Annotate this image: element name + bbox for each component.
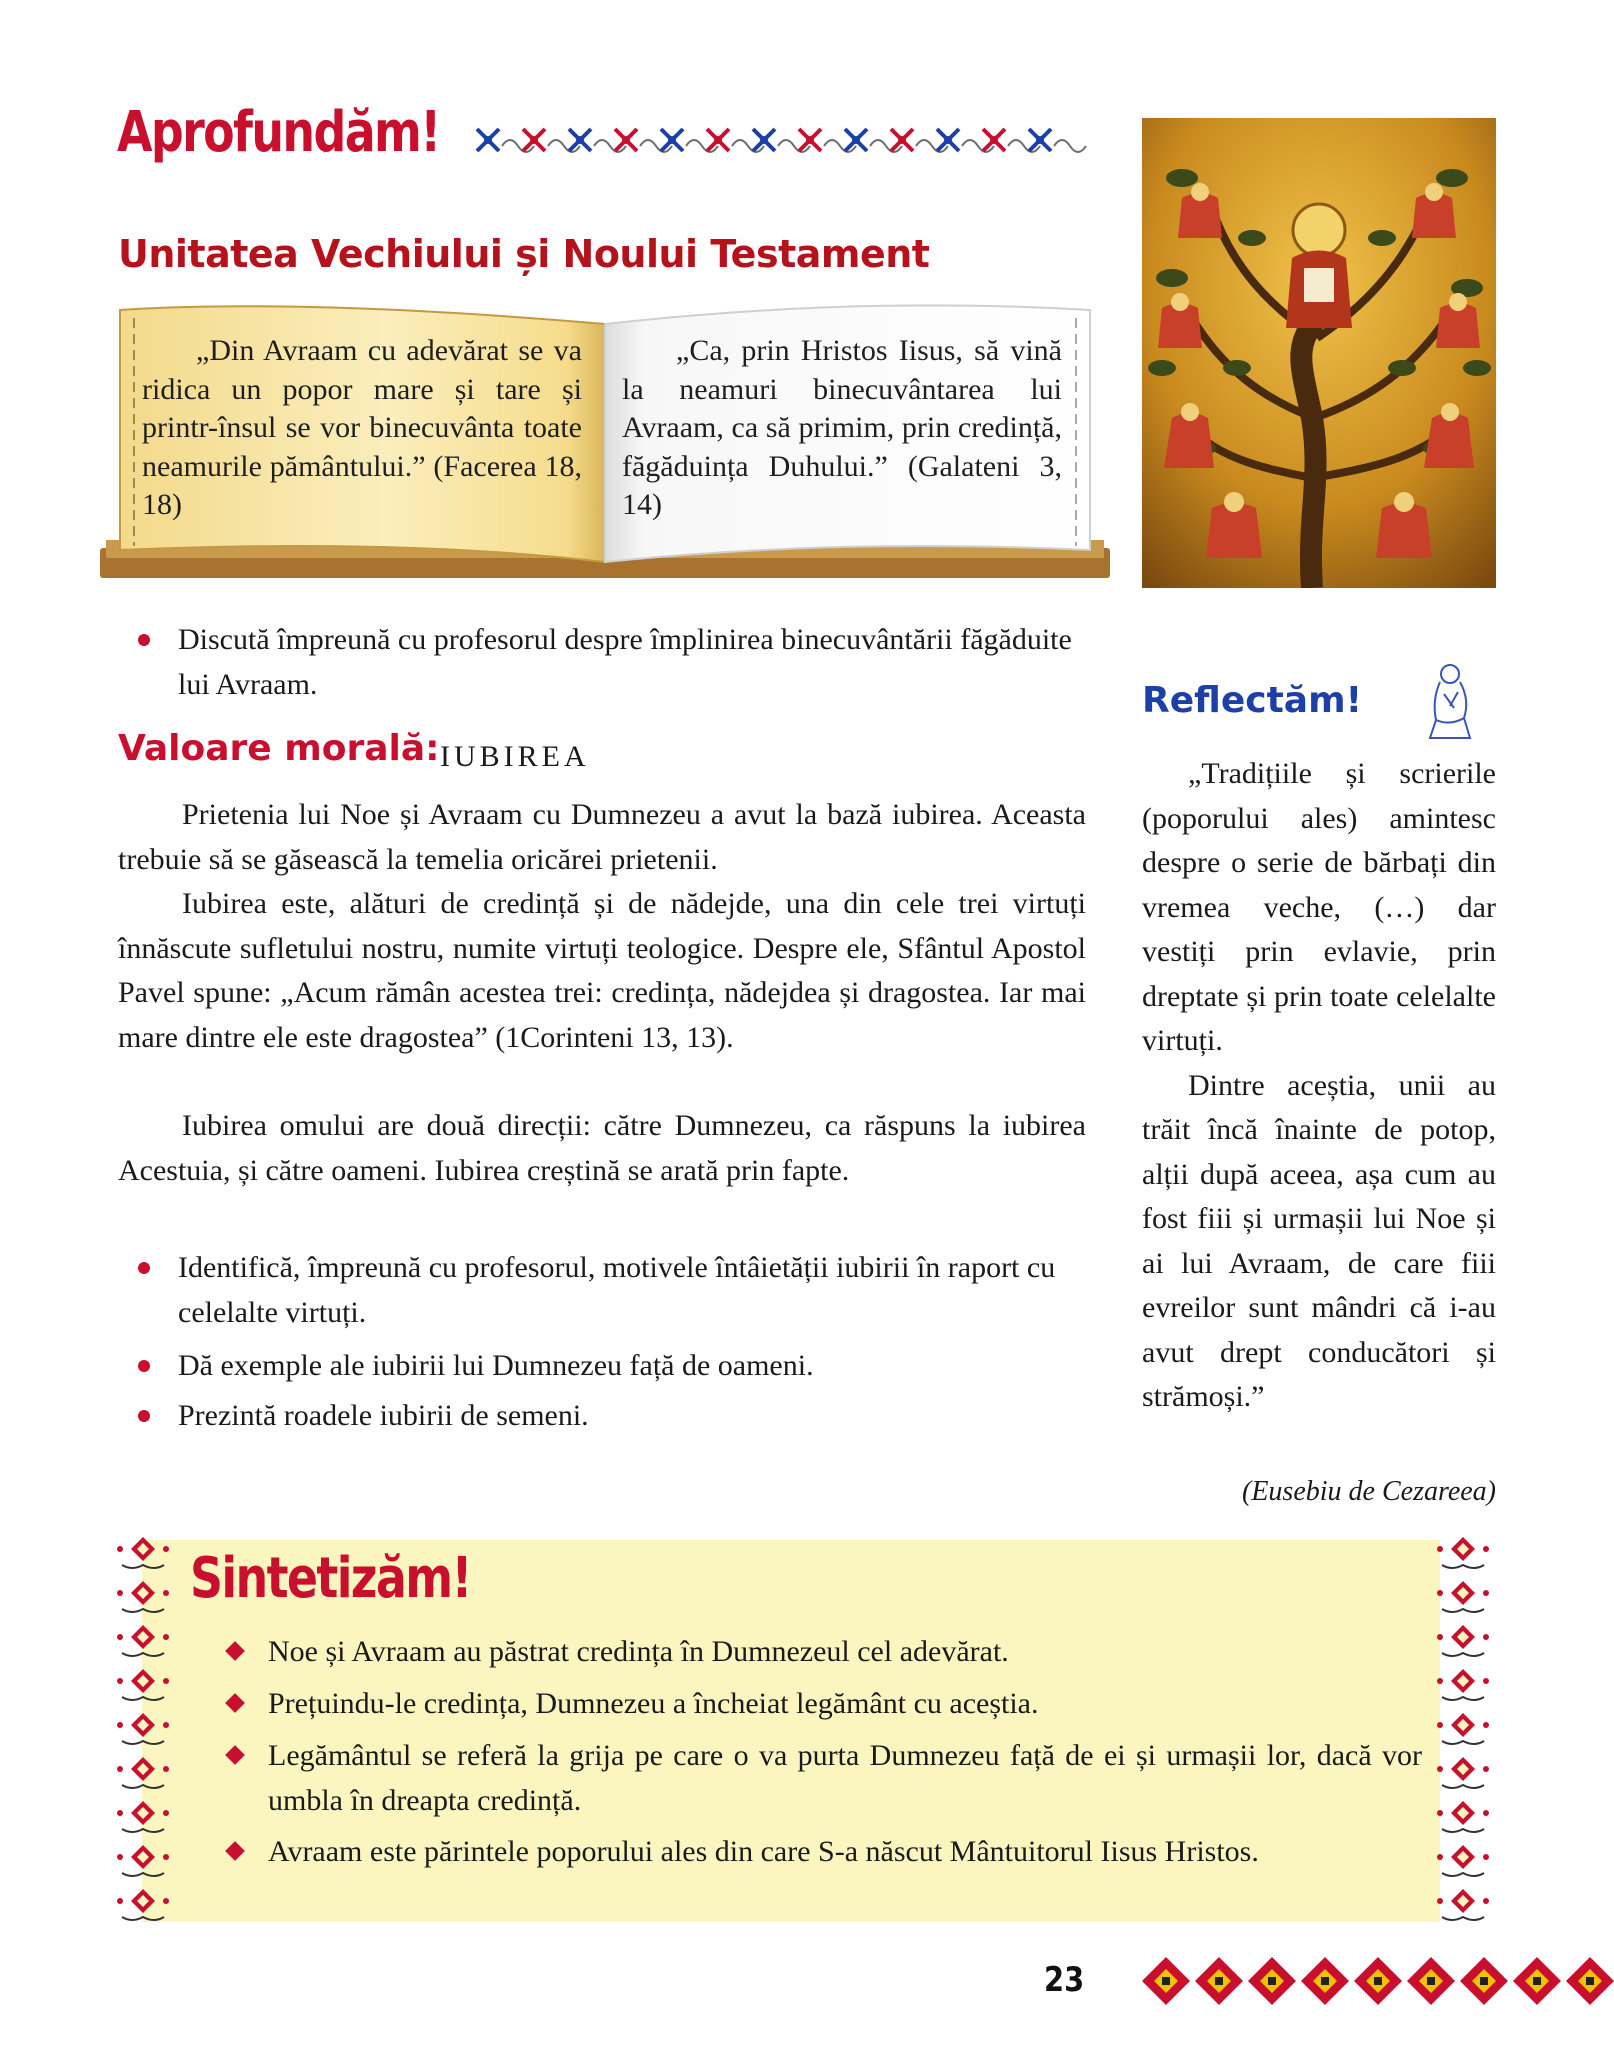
book-left-page-quote: „Din Avraam cu adevărat se va ridica un popor mare și tare și printr-însul se vor binecuvânta toate neamurile pământului.” (Facerea 18, 18) <box>142 334 582 521</box>
summary-item: Noe și Avraam au păstrat credința în Dumnezeul cel adevărat. <box>232 1630 1422 1675</box>
tree-of-jesse-icon-painting <box>1142 118 1496 588</box>
quote-author: (Eusebiu de Cezareea) <box>1242 1476 1496 1507</box>
bullet-dot <box>138 1360 150 1372</box>
summary-item: Avraam este părintele poporului ales din care S-a născut Mântuitorul Iisus Hristos. <box>232 1830 1422 1875</box>
paragraph: Prietenia lui Noe și Avraam cu Dumnezeu a avut la bază iubirea. Aceasta trebuie să se găsească la temelia oricărei prietenii. <box>118 798 1086 876</box>
moral-value-label: Valoare morală: <box>118 728 440 769</box>
activity-bullet: Dă exemple ale iubirii lui Dumnezeu față de oameni. <box>148 1344 1088 1389</box>
discuss-bullet: Discută împreună cu profesorul despre împlinirea binecuvântării făgăduite lui Avraam. <box>148 618 1088 707</box>
praying-monk-icon <box>1414 660 1484 742</box>
reflect-quote: „Tradițiile și scrierile (poporului ales) amintesc despre o serie de bărbați din vremea veche, (…) dar vestiți prin evlavie, prin dreptate și prin toate celelalte virtuți. Dintre aceștia, unii au trăit încă înainte de potop, alții după aceea, așa cum au fost fiii și urmașii lui Noe și ai lui Avraam, de care fiii evreilor sunt mândri că i-au avut drept conducători și strămoși.” <box>1142 757 1496 1413</box>
folk-ornament-footer <box>1138 1950 1614 2012</box>
bullet-dot <box>138 1262 150 1274</box>
summary-title: Sintetizăm! <box>190 1546 471 1611</box>
paragraph: Iubirea este, alături de credință și de nădejde, una din cele trei virtuți înnăscute sufletului nostru, numite virtuți teologice. Despre ele, Sfântul Apostol Pavel spune: „Acum rămân acestea trei: credința, nădejdea și dragostea. Iar mai mare dintre ele este dragostea” (1Corinteni 13, 13). <box>118 887 1086 1054</box>
activity-bullet: Identifică, împreună cu profesorul, motivele întâietății iubirii în raport cu celelalte virtuți. <box>148 1246 1088 1335</box>
section-title: Aprofundăm! <box>117 100 440 165</box>
folk-ornament-left <box>112 1535 174 1933</box>
moral-value-word: IUBIREA <box>440 740 590 773</box>
bullet-dot <box>138 1410 150 1422</box>
paragraph: Iubirea omului are două direcții: către Dumnezeu, ca răspuns la iubirea Acestuia, și către oameni. Iubirea creștină se arată prin fapte. <box>118 1109 1086 1187</box>
page-number: 23 <box>1044 1960 1085 2000</box>
summary-item: Prețuindu-le credința, Dumnezeu a încheiat legământ cu aceștia. <box>232 1682 1422 1727</box>
summary-item: Legământul se referă la grija pe care o va purta Dumnezeu față de ei și urmașii lor, dacă vor umbla în dreapta credință. <box>232 1734 1422 1823</box>
lesson-subtitle: Unitatea Vechiului și Noului Testament <box>118 232 930 276</box>
folk-ornament-right <box>1432 1535 1494 1933</box>
reflect-title: Reflectăm! <box>1142 680 1363 721</box>
book-right-page-quote: „Ca, prin Hristos Iisus, să vină la neamuri binecuvântarea lui Avraam, ca să primim, prin credință, făgăduința Duhului.” (Galateni 3, 14) <box>622 334 1062 521</box>
bullet-dot <box>138 634 150 646</box>
folk-ornament-border <box>470 117 1088 163</box>
activity-bullet: Prezintă roadele iubirii de semeni. <box>148 1394 1088 1439</box>
